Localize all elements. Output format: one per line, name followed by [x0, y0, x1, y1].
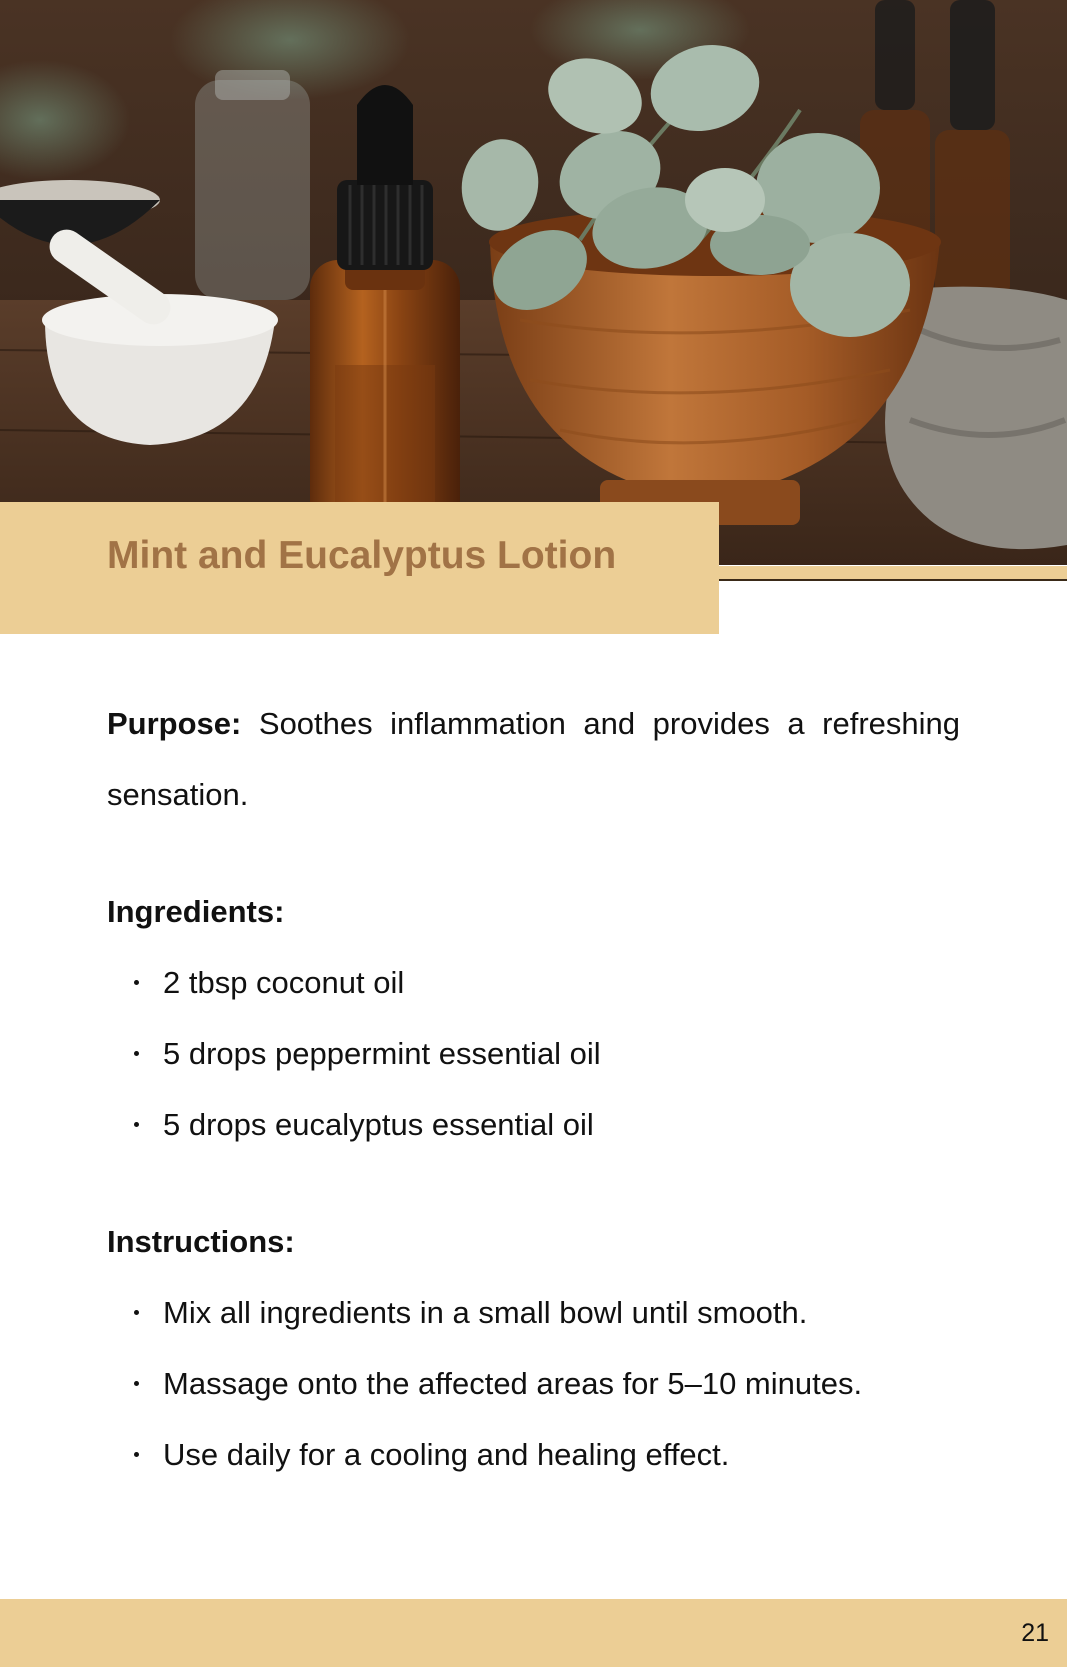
- list-item: [107, 1419, 960, 1490]
- bullet-icon: [134, 1452, 139, 1457]
- list-item: [107, 947, 960, 1018]
- instruction-text: Use daily for a cooling and healing effect.: [163, 1437, 730, 1472]
- page-title: Mint and Eucalyptus Lotion: [107, 534, 617, 577]
- purpose-label: Purpose:: [107, 706, 242, 741]
- list-item: [107, 1277, 960, 1348]
- purpose-paragraph: [107, 688, 960, 830]
- hero-photo: [0, 0, 1067, 565]
- bullet-icon: [134, 1310, 139, 1315]
- instruction-text: Mix all ingredients in a small bowl until smooth.: [163, 1295, 808, 1330]
- ingredient-text: 2 tbsp coconut oil: [163, 965, 405, 1000]
- bullet-icon: [134, 1051, 139, 1056]
- bullet-icon: [134, 1381, 139, 1386]
- footer-band: [0, 1599, 1067, 1667]
- accent-line: [719, 566, 1067, 581]
- purpose-text: Soothes inflammation and provides a refreshing sensation.: [107, 706, 960, 812]
- recipe-content: [107, 688, 960, 1490]
- ingredient-text: 5 drops peppermint essential oil: [163, 1036, 601, 1071]
- bullet-icon: [134, 980, 139, 985]
- bullet-icon: [134, 1122, 139, 1127]
- ingredient-text: 5 drops eucalyptus essential oil: [163, 1107, 594, 1142]
- list-item: [107, 1089, 960, 1160]
- page-number: 21: [1021, 1619, 1049, 1647]
- ingredients-heading: Ingredients:: [107, 894, 285, 929]
- instruction-text: Massage onto the affected areas for 5–10 minutes.: [163, 1366, 863, 1401]
- ingredients-list: [107, 947, 960, 1160]
- instructions-list: [107, 1277, 960, 1490]
- list-item: [107, 1018, 960, 1089]
- list-item: [107, 1348, 960, 1419]
- instructions-heading: Instructions:: [107, 1224, 295, 1259]
